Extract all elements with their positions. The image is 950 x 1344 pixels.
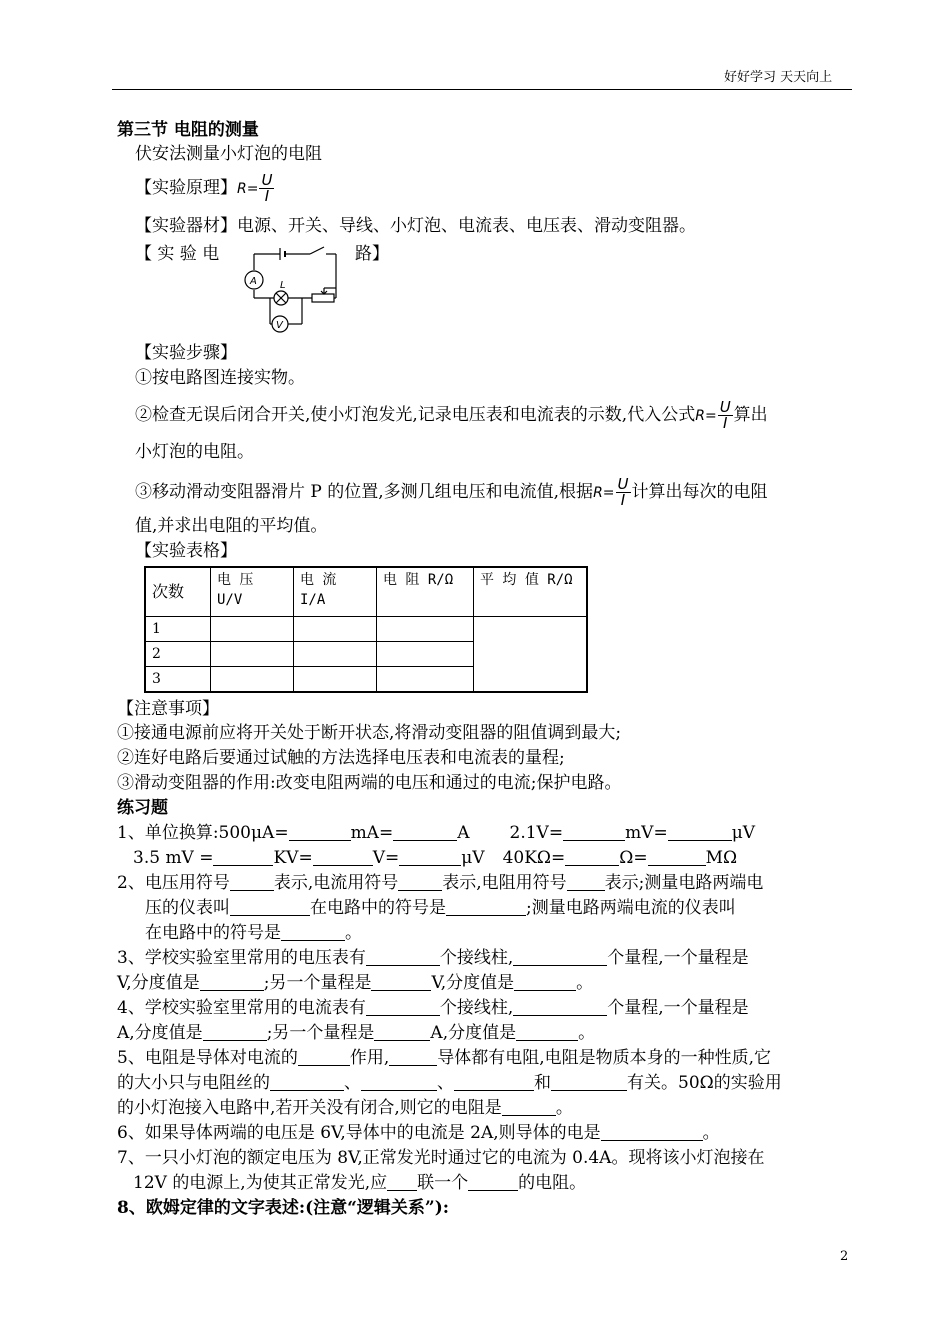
header-resistance: 电 阻 R/Ω: [377, 567, 474, 617]
principle-line: [135, 173, 275, 204]
principle-label: 【实验原理】: [135, 178, 237, 198]
step-3-line: [135, 477, 768, 508]
rheostat-symbol: [312, 294, 334, 302]
q5-text: 的大小只与电阻丝的: [117, 1073, 270, 1093]
answer-blank[interactable]: [230, 872, 274, 891]
answer-blank[interactable]: [270, 1072, 344, 1091]
question-4b: [117, 1021, 595, 1045]
header-average: 平 均 值 R/Ω: [474, 567, 588, 617]
step-3-numerator: U: [617, 475, 629, 493]
question-5c: [117, 1096, 573, 1120]
step-3-formula-r: R=: [593, 485, 615, 501]
answer-blank[interactable]: [398, 872, 442, 891]
q2-text: ;测量电路两端电流的仪表叫: [526, 898, 736, 918]
step-3-denominator: I: [616, 492, 631, 508]
equipment-line: 【实验器材】电源、开关、导线、小灯泡、电流表、电压表、滑动变阻器。: [135, 216, 696, 236]
experiment-table: [144, 566, 588, 693]
q1b-text: MΩ: [705, 848, 738, 868]
header-rule: [112, 89, 852, 90]
question-2b: [145, 896, 736, 920]
q3-text: V,分度值是: [431, 973, 515, 993]
q5-text: 、: [437, 1073, 454, 1093]
question-3b: [117, 971, 593, 995]
cell-average[interactable]: [474, 617, 588, 693]
q2-text: 表示,电阻用符号: [442, 873, 567, 893]
q5-text: 的小灯泡接入电路中,若开关没有闭合,则它的电阻是: [117, 1098, 502, 1118]
step-2-numerator: U: [719, 398, 731, 416]
answer-blank[interactable]: [514, 972, 576, 991]
answer-blank[interactable]: [313, 847, 373, 866]
q1b-text: V=: [372, 848, 400, 868]
step-3-text: ③移动滑动变阻器滑片 P 的位置,多测几组电压和电流值,根据: [135, 482, 594, 502]
q6-text: 。: [702, 1123, 720, 1143]
answer-blank[interactable]: [502, 1097, 556, 1116]
q3-text: 。: [576, 973, 594, 993]
q1a-text: A: [457, 823, 470, 843]
row-number: 2: [145, 642, 211, 667]
notes-label: 【注意事项】: [117, 699, 219, 719]
header-count: 次数: [145, 567, 211, 617]
question-1a: [117, 821, 755, 845]
q3-text: ;另一个量程是: [263, 973, 372, 993]
cell-resistance[interactable]: [377, 642, 474, 667]
cell-resistance[interactable]: [377, 667, 474, 693]
q3-text: 个量程,一个量程是: [607, 948, 749, 968]
step-2-tail: 算出: [733, 405, 768, 425]
q7-text: 的电阻。: [518, 1173, 587, 1193]
q5-text: 、: [344, 1073, 361, 1093]
circuit-diagram: [240, 244, 350, 336]
switch-blade: [310, 247, 324, 254]
ammeter-label: A: [250, 276, 257, 287]
lamp-label: L: [280, 280, 286, 291]
question-2a: [117, 871, 763, 895]
q5-text: 5、电阻是导体对电流的: [117, 1048, 298, 1068]
answer-blank[interactable]: [513, 947, 607, 966]
answer-blank[interactable]: [668, 822, 732, 841]
q5-text: 作用,: [349, 1048, 390, 1068]
answer-blank[interactable]: [648, 847, 706, 866]
answer-blank[interactable]: [454, 1072, 534, 1091]
q1b-text: μV: [461, 848, 485, 868]
q4-text: 4、学校实验室里常用的电流表有: [117, 998, 366, 1018]
question-4a: [117, 996, 749, 1020]
cell-voltage[interactable]: [211, 642, 294, 667]
q2-text: 表示,电流用符号: [273, 873, 399, 893]
formula-fraction: [259, 173, 274, 204]
step-3-tail: 计算出每次的电阻: [631, 482, 768, 502]
q1a-text: mA=: [350, 823, 394, 843]
q5-text: 和: [534, 1073, 551, 1093]
row-number: 3: [145, 667, 211, 693]
step-1: ①按电路图连接实物。: [135, 368, 305, 388]
note-1: ①接通电源前应将开关处于断开状态,将滑动变阻器的阻值调到最大;: [117, 723, 622, 743]
answer-blank[interactable]: [230, 897, 310, 916]
answer-blank[interactable]: [516, 1022, 578, 1041]
formula-r: R=: [237, 181, 259, 197]
q4-text: A,分度值是: [430, 1023, 517, 1043]
section-subtitle: 伏安法测量小灯泡的电阻: [135, 144, 322, 164]
answer-blank[interactable]: [200, 972, 264, 991]
answer-blank[interactable]: [203, 1022, 267, 1041]
answer-blank[interactable]: [393, 822, 457, 841]
answer-blank[interactable]: [601, 1122, 703, 1141]
answer-blank[interactable]: [468, 1172, 518, 1191]
answer-blank[interactable]: [446, 897, 526, 916]
q2-text: 在电路中的符号是: [310, 898, 446, 918]
step-2-fraction: [718, 400, 733, 431]
q3-text: V,分度值是: [117, 973, 200, 993]
question-6: [117, 1121, 720, 1145]
question-1b: [133, 846, 737, 870]
q6-text: 6、如果导体两端的电压是 6V,导体中的电流是 2A,则导体的电是: [117, 1123, 601, 1143]
page-number: 2: [840, 1249, 849, 1264]
question-2c: [145, 921, 362, 945]
question-3a: [117, 946, 749, 970]
question-7b: [133, 1171, 586, 1195]
header-text: 好好学习 天天向上: [724, 70, 833, 85]
q5-text: 有关。50Ω的实验用: [627, 1073, 782, 1093]
q2-text: 。: [345, 923, 362, 943]
question-8: 8、欧姆定律的文字表述:(注意“逻辑关系”):: [117, 1198, 450, 1218]
q1a-text: mV=: [625, 823, 668, 843]
answer-blank[interactable]: [298, 1047, 350, 1066]
q1b-text: KV=: [273, 848, 313, 868]
q7-text: 联一个: [417, 1173, 469, 1193]
q1a-text: μV: [731, 823, 756, 843]
cell-resistance[interactable]: [377, 617, 474, 642]
q1a-text: 2.1V=: [509, 823, 564, 843]
answer-blank[interactable]: [371, 972, 431, 991]
answer-blank[interactable]: [366, 947, 440, 966]
question-5a: [117, 1046, 771, 1070]
table-row: [145, 617, 587, 642]
step-2-text: ②检查无误后闭合开关,使小灯泡发光,记录电压表和电流表的示数,代入公式: [135, 405, 696, 425]
q3-text: 个接线柱,: [439, 948, 514, 968]
q5-text: 。: [555, 1098, 573, 1118]
answer-blank[interactable]: [513, 997, 607, 1016]
cell-current[interactable]: [294, 642, 377, 667]
steps-label: 【实验步骤】: [135, 343, 237, 363]
step-3-continuation: 值,并求出电阻的平均值。: [135, 516, 328, 536]
voltmeter-label: V: [276, 320, 283, 331]
q2-text: 在电路中的符号是: [145, 923, 281, 943]
step-2-denominator: I: [718, 415, 733, 431]
q4-text: 。: [578, 1023, 596, 1043]
answer-blank[interactable]: [281, 922, 345, 941]
exercises-title: 练习题: [117, 798, 168, 818]
answer-blank[interactable]: [389, 1047, 437, 1066]
answer-blank[interactable]: [551, 1072, 627, 1091]
answer-blank[interactable]: [387, 1172, 417, 1191]
circuit-label-right: 路】: [355, 244, 389, 264]
answer-blank[interactable]: [213, 847, 273, 866]
section-title: 第三节 电阻的测量: [117, 120, 259, 140]
cell-voltage[interactable]: [211, 617, 294, 642]
table-header-row: [145, 567, 587, 617]
q4-text: 个接线柱,: [439, 998, 514, 1018]
q2-text: 压的仪表叫: [145, 898, 230, 918]
question-7a: 7、一只小灯泡的额定电压为 8V,正常发光时通过它的电流为 0.4A。现将该小灯泡接在: [117, 1148, 765, 1168]
q1b-text: Ω=: [619, 848, 648, 868]
cell-current[interactable]: [294, 617, 377, 642]
answer-blank[interactable]: [366, 997, 440, 1016]
answer-blank[interactable]: [565, 847, 619, 866]
header-voltage: 电 压 U/V: [211, 567, 294, 617]
formula-numerator: U: [261, 171, 273, 189]
question-5b: [117, 1071, 782, 1095]
q4-text: ;另一个量程是: [266, 1023, 375, 1043]
answer-blank[interactable]: [374, 1022, 430, 1041]
q2-text: 表示;测量电路两端电: [604, 873, 764, 893]
table-label: 【实验表格】: [135, 541, 237, 561]
step-3-fraction: [616, 477, 631, 508]
answer-blank[interactable]: [563, 822, 625, 841]
step-2-line: [135, 400, 768, 431]
q5-text: 导体都有电阻,电阻是物质本身的一种性质,它: [437, 1048, 772, 1068]
q4-text: 个量程,一个量程是: [607, 998, 749, 1018]
cell-voltage[interactable]: [211, 667, 294, 693]
answer-blank[interactable]: [289, 822, 351, 841]
step-2-continuation: 小灯泡的电阻。: [135, 442, 254, 462]
step-2-formula-r: R=: [695, 408, 717, 424]
q1b-text: 40KΩ=: [502, 848, 566, 868]
header-current: 电 流 I/A: [294, 567, 377, 617]
q1a-text: 1、单位换算:500μA=: [117, 823, 289, 843]
q7-text: 12V 的电源上,为使其正常发光,应: [133, 1173, 388, 1193]
q4-text: A,分度值是: [117, 1023, 203, 1043]
note-2: ②连好电路后要通过试触的方法选择电压表和电流表的量程;: [117, 748, 565, 768]
q3-text: 3、学校实验室里常用的电压表有: [117, 948, 366, 968]
cell-current[interactable]: [294, 667, 377, 693]
q2-text: 2、电压用符号: [117, 873, 230, 893]
answer-blank[interactable]: [399, 847, 461, 866]
row-number: 1: [145, 617, 211, 642]
answer-blank[interactable]: [361, 1072, 437, 1091]
formula-denominator: I: [259, 188, 274, 204]
q1b-text: 3.5 mV =: [133, 848, 214, 868]
answer-blank[interactable]: [567, 872, 605, 891]
circuit-label-left: 【 实 验 电: [135, 244, 220, 264]
note-3: ③滑动变阻器的作用:改变电阻两端的电压和通过的电流;保护电路。: [117, 773, 622, 793]
